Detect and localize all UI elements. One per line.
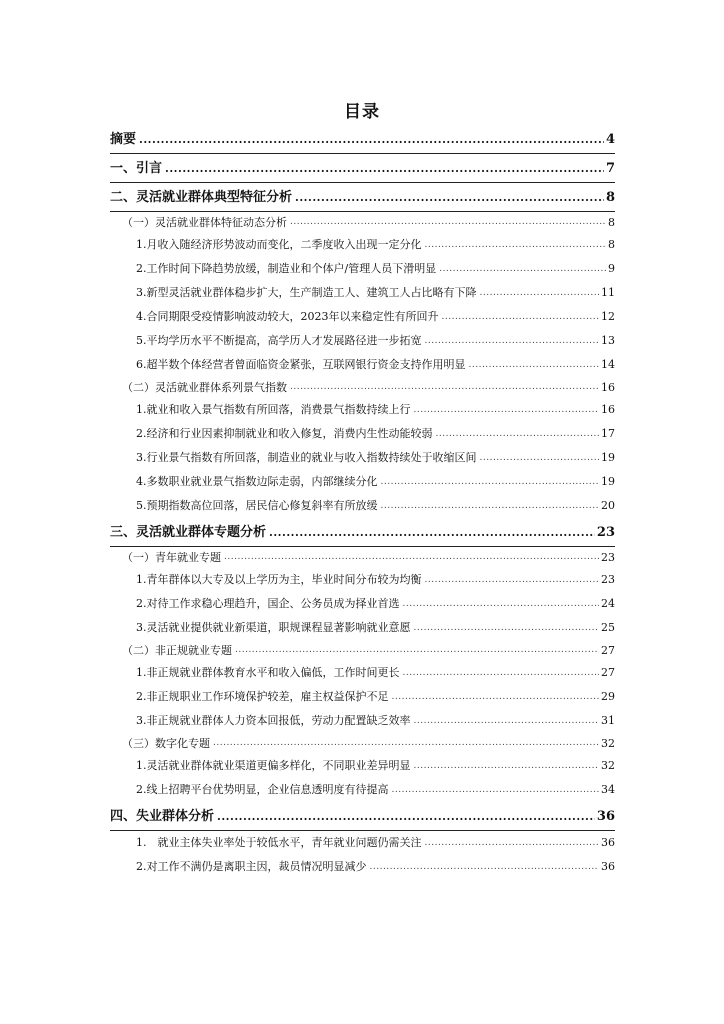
- toc-entry-page-number: 23: [596, 525, 615, 540]
- toc-entry-page-number: 27: [601, 644, 615, 657]
- toc-entry-level-1[interactable]: [110, 520, 615, 547]
- toc-entry-level-3[interactable]: [110, 855, 615, 879]
- toc-entry-label: （二）灵活就业群体系列景气指数: [122, 381, 287, 394]
- toc-entry-level-2[interactable]: [110, 640, 615, 661]
- toc-entry-label: 2.对工作不满仍是离职主因，裁员情况明显减少: [136, 860, 367, 873]
- toc-entry-level-3[interactable]: [110, 754, 615, 778]
- toc-entry-label: 6.超半数个体经营者曾面临资金紧张，互联网银行资金支持作用明显: [136, 358, 466, 371]
- toc-entry-level-3[interactable]: [110, 329, 615, 353]
- toc-entry-label: 2.经济和行业因素抑制就业和收入修复，消费内生性动能较弱: [136, 427, 433, 440]
- toc-dot-leader: [414, 754, 600, 778]
- toc-entry-label: 2.工作时间下降趋势放缓，制造业和个体户/管理人员下滑明显: [136, 262, 437, 275]
- toc-dot-leader: [370, 855, 600, 879]
- toc-entry-page-number: 31: [601, 714, 615, 727]
- toc-entry-page-number: 36: [596, 809, 615, 824]
- toc-entry-label: 1.月收入随经济形势波动而变化，二季度收入出现一定分化: [136, 238, 422, 251]
- toc-entry-page-number: 32: [601, 759, 615, 772]
- toc-dot-leader: [381, 494, 600, 518]
- toc-entry-label: 3.非正规就业群体人力资本回报低，劳动力配置缺乏效率: [136, 714, 411, 727]
- toc-dot-leader: [392, 685, 600, 709]
- toc-entry-page-number: 8: [608, 238, 615, 251]
- toc-entry-level-2[interactable]: [110, 547, 615, 568]
- toc-dot-leader: [290, 212, 606, 233]
- toc-entry-level-1[interactable]: [110, 127, 615, 154]
- toc-entry-page-number: 24: [601, 597, 615, 610]
- toc-entry-page-number: 19: [601, 475, 615, 488]
- toc-entry-label: 摘要: [110, 132, 137, 147]
- toc-dot-leader: [295, 185, 604, 211]
- toc-entry-label: 三、灵活就业群体专题分析: [110, 525, 267, 540]
- toc-entry-page-number: 34: [601, 783, 615, 796]
- toc-dot-leader: [290, 377, 599, 398]
- toc-entry-level-3[interactable]: [110, 470, 615, 494]
- toc-entry-page-number: 17: [601, 427, 615, 440]
- toc-dot-leader: [425, 568, 600, 592]
- toc-entry-page-number: 23: [601, 573, 615, 586]
- toc-entry-level-3[interactable]: [110, 685, 615, 709]
- toc-dot-leader: [165, 156, 604, 182]
- toc-entry-level-3[interactable]: [110, 494, 615, 518]
- toc-entry-level-3[interactable]: [110, 353, 615, 377]
- toc-entry-label: 1.就业和收入景气指数有所回落，消费景气指数持续上行: [136, 403, 411, 416]
- toc-dot-leader: [403, 661, 600, 685]
- toc-entry-page-number: 7: [605, 161, 615, 176]
- toc-entry-label: 3.行业景气指数有所回落，制造业的就业与收入指数持续处于收缩区间: [136, 451, 477, 464]
- toc-dot-leader: [480, 281, 600, 305]
- toc-entry-page-number: 16: [601, 381, 615, 394]
- toc-entry-label: 4.合同期限受疫情影响波动较大，2023年以来稳定性有所回升: [136, 310, 439, 323]
- toc-title: 目录: [344, 102, 380, 122]
- toc-entry-label: 2.非正规职业工作环境保护较差，雇主权益保护不足: [136, 690, 389, 703]
- toc-entry-page-number: 25: [601, 621, 615, 634]
- toc-entry-page-number: 14: [601, 358, 615, 371]
- toc-entry-page-number: 23: [601, 551, 615, 564]
- toc-entry-label: 1. 就业主体失业率处于较低水平，青年就业问题仍需关注: [136, 836, 422, 849]
- toc-dot-leader: [439, 257, 606, 281]
- toc-entry-level-3[interactable]: [110, 281, 615, 305]
- toc-dot-leader: [403, 592, 600, 616]
- toc-dot-leader: [139, 127, 604, 153]
- toc-entry-level-3[interactable]: [110, 398, 615, 422]
- toc-entry-level-1[interactable]: [110, 804, 615, 831]
- toc-entry-page-number: 8: [605, 190, 615, 205]
- toc-dot-leader: [269, 520, 595, 546]
- toc-dot-leader: [469, 353, 600, 377]
- toc-entry-page-number: 12: [601, 310, 615, 323]
- toc-entry-page-number: 27: [601, 666, 615, 679]
- toc-entry-label: 一、引言: [110, 161, 163, 176]
- toc-entry-label: 4.多数职业就业景气指数边际走弱，内部继续分化: [136, 475, 378, 488]
- toc-entry-page-number: 4: [605, 132, 615, 147]
- toc-dot-leader: [235, 640, 599, 661]
- toc-entry-level-3[interactable]: [110, 661, 615, 685]
- toc-entry-level-3[interactable]: [110, 831, 615, 855]
- toc-entry-level-3[interactable]: [110, 568, 615, 592]
- toc-entry-label: （三）数字化专题: [122, 737, 210, 750]
- toc-entry-label: 1.非正规就业群体教育水平和收入偏低，工作时间更长: [136, 666, 400, 679]
- toc-dot-leader: [425, 329, 600, 353]
- toc-dot-leader: [213, 733, 599, 754]
- toc-dot-leader: [425, 233, 607, 257]
- toc-entry-label: 二、灵活就业群体典型特征分析: [110, 190, 293, 205]
- toc-entry-page-number: 36: [601, 860, 615, 873]
- toc-entry-label: （二）非正规就业专题: [122, 644, 232, 657]
- toc-dot-leader: [480, 446, 600, 470]
- toc-entry-label: 2.线上招聘平台优势明显，企业信息透明度有待提高: [136, 783, 389, 796]
- toc-dot-leader: [414, 398, 600, 422]
- toc-entry-level-2[interactable]: [110, 212, 615, 233]
- toc-entry-page-number: 13: [601, 334, 615, 347]
- toc-entry-level-2[interactable]: [110, 377, 615, 398]
- toc-entry-label: 5.平均学历水平不断提高，高学历人才发展路径进一步拓宽: [136, 334, 422, 347]
- toc-entry-level-3[interactable]: [110, 778, 615, 802]
- toc-entry-level-1[interactable]: [110, 156, 615, 183]
- toc-entry-page-number: 32: [601, 737, 615, 750]
- toc-entry-page-number: 36: [601, 836, 615, 849]
- toc-entry-label: （一）青年就业专题: [122, 551, 221, 564]
- toc-entry-page-number: 20: [601, 499, 615, 512]
- toc-entry-page-number: 8: [608, 216, 615, 229]
- toc-dot-leader: [414, 616, 600, 640]
- toc-entry-level-3[interactable]: [110, 305, 615, 329]
- toc-entry-label: 四、失业群体分析: [110, 809, 215, 824]
- toc-entry-label: 2.对待工作求稳心理趋升，国企、公务员成为择业首选: [136, 597, 400, 610]
- toc-entry-page-number: 9: [608, 262, 615, 275]
- toc-entry-level-3[interactable]: [110, 709, 615, 733]
- toc-entry-label: 3.新型灵活就业群体稳步扩大，生产制造工人、建筑工人占比略有下降: [136, 286, 477, 299]
- toc-entry-level-3[interactable]: [110, 257, 615, 281]
- toc-entry-level-3[interactable]: [110, 592, 615, 616]
- toc-entry-label: 1.灵活就业群体就业渠道更偏多样化，不同职业差异明显: [136, 759, 411, 772]
- toc-entry-level-3[interactable]: [110, 422, 615, 446]
- toc-entry-page-number: 16: [601, 403, 615, 416]
- toc-entry-level-3[interactable]: [110, 233, 615, 257]
- toc-entry-level-3[interactable]: [110, 446, 615, 470]
- toc-dot-leader: [224, 547, 599, 568]
- toc-dot-leader: [442, 305, 600, 329]
- toc-entry-label: 3.灵活就业提供就业新渠道，职规课程显著影响就业意愿: [136, 621, 411, 634]
- toc-dot-leader: [425, 831, 600, 855]
- toc-entry-level-2[interactable]: [110, 733, 615, 754]
- toc-list: [110, 125, 615, 879]
- toc-entry-page-number: 11: [601, 286, 615, 299]
- toc-dot-leader: [381, 470, 600, 494]
- toc-entry-page-number: 19: [601, 451, 615, 464]
- toc-entry-label: 5.预期指数高位回落，居民信心修复斜率有所放缓: [136, 499, 378, 512]
- toc-dot-leader: [414, 709, 600, 733]
- toc-entry-level-1[interactable]: [110, 185, 615, 212]
- toc-entry-label: 1.青年群体以大专及以上学历为主，毕业时间分布较为均衡: [136, 573, 422, 586]
- toc-dot-leader: [436, 422, 600, 446]
- toc-entry-level-3[interactable]: [110, 616, 615, 640]
- toc-entry-label: （一）灵活就业群体特征动态分析: [122, 216, 287, 229]
- toc-dot-leader: [217, 804, 595, 830]
- toc-entry-page-number: 29: [601, 690, 615, 703]
- toc-dot-leader: [392, 778, 600, 802]
